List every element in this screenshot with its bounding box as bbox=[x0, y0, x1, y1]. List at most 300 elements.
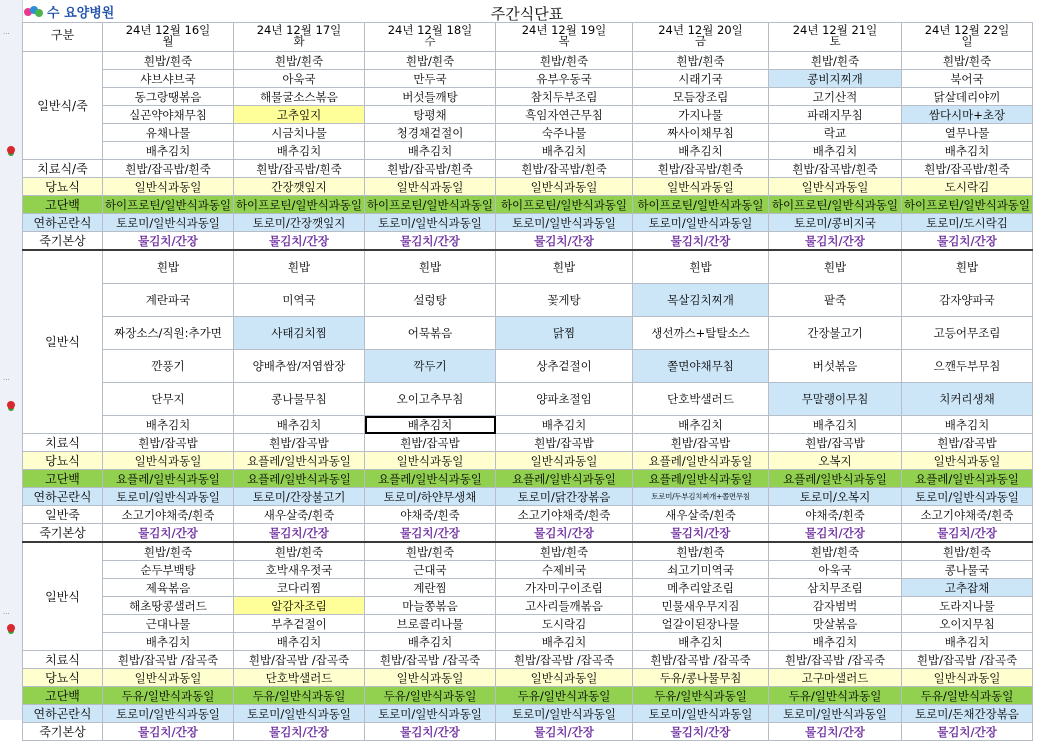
menu-cell[interactable]: 숙주나물 bbox=[496, 124, 633, 142]
menu-cell[interactable]: 근대국 bbox=[365, 561, 496, 579]
diet-cell-dysphagia[interactable]: 토로미/간장깻잎지 bbox=[234, 214, 365, 232]
diet-cell-dysphagia[interactable]: 토로미/간장불고기 bbox=[234, 488, 365, 506]
diet-cell-dysphagia[interactable]: 토로미/일반식과동일 bbox=[103, 488, 234, 506]
menu-cell[interactable]: 버섯볶음 bbox=[769, 350, 902, 383]
menu-cell[interactable]: 흰밥/흰죽 bbox=[496, 542, 633, 561]
diet-cell-porridge[interactable]: 새우살죽/흰죽 bbox=[633, 506, 769, 524]
menu-cell[interactable]: 양파초절임 bbox=[496, 383, 633, 416]
menu-cell[interactable]: 흰밥 bbox=[103, 250, 234, 284]
menu-cell[interactable]: 흰밥/흰죽 bbox=[103, 542, 234, 561]
day-header[interactable] bbox=[365, 23, 496, 52]
diet-label-base: 죽기본상 bbox=[23, 232, 103, 251]
menu-cell[interactable]: 짜사이채무침 bbox=[633, 124, 769, 142]
menu-cell[interactable]: 브로콜리나물 bbox=[365, 615, 496, 633]
table-row bbox=[23, 434, 1033, 452]
diet-label-high_protein: 고단백 bbox=[23, 196, 103, 214]
header-cell-gubun[interactable]: 구분 bbox=[23, 23, 103, 52]
day-header[interactable] bbox=[769, 23, 902, 52]
diet-cell-dysphagia[interactable]: 토로미/일반식과동일 bbox=[633, 705, 769, 723]
menu-cell[interactable]: 도시락김 bbox=[496, 615, 633, 633]
diet-cell-base[interactable]: 물김치/간장 bbox=[902, 232, 1033, 251]
diet-cell-diabetes[interactable]: 고구마샐러드 bbox=[769, 669, 902, 687]
menu-cell[interactable]: 배추김치 bbox=[769, 142, 902, 160]
table-row bbox=[23, 160, 1033, 178]
menu-cell[interactable]: 깐풍기 bbox=[103, 350, 234, 383]
table-row bbox=[23, 651, 1033, 669]
menu-cell[interactable]: 흰밥/흰죽 bbox=[234, 542, 365, 561]
menu-cell[interactable]: 배추김치 bbox=[103, 416, 234, 434]
diet-cell-high_protein[interactable]: 요플레/일반식과동일 bbox=[633, 470, 769, 488]
menu-cell[interactable]: 흰밥/흰죽 bbox=[103, 52, 234, 70]
menu-cell[interactable]: 유채나물 bbox=[103, 124, 234, 142]
diet-cell-therapy[interactable]: 흰밥/잡곡밥 /잡곡죽 bbox=[769, 651, 902, 669]
table-row bbox=[23, 669, 1033, 687]
menu-cell[interactable]: 알감자조림 bbox=[234, 597, 365, 615]
diet-cell-dysphagia[interactable]: 토로미/일반식과동일 bbox=[496, 705, 633, 723]
menu-cell[interactable]: 콩비지찌개 bbox=[769, 70, 902, 88]
diet-cell-dysphagia[interactable]: 토로미/돈채간장볶음 bbox=[902, 705, 1033, 723]
diet-cell-high_protein[interactable]: 요플레/일반식과동일 bbox=[496, 470, 633, 488]
diet-cell-high_protein[interactable]: 두유/일반식과동일 bbox=[633, 687, 769, 705]
diet-cell-therapy[interactable]: 흰밥/잡곡밥 /잡곡죽 bbox=[633, 651, 769, 669]
table-row bbox=[23, 106, 1033, 124]
menu-cell[interactable]: 맛살볶음 bbox=[769, 615, 902, 633]
menu-cell[interactable]: 흰밥/흰죽 bbox=[769, 542, 902, 561]
weekday-text: 일 bbox=[961, 34, 973, 48]
menu-cell[interactable]: 배추김치 bbox=[103, 633, 234, 651]
diet-cell-dysphagia[interactable]: 토로미/일반식과동일 bbox=[365, 705, 496, 723]
table-row bbox=[23, 597, 1033, 615]
menu-cell[interactable]: 배추김치 bbox=[365, 416, 496, 434]
diet-cell-diabetes[interactable]: 일반식과동일 bbox=[902, 452, 1033, 470]
sheet-header bbox=[22, 0, 1032, 22]
table-row bbox=[23, 561, 1033, 579]
diet-cell-dysphagia[interactable]: 토로미/일반식과동일 bbox=[633, 214, 769, 232]
diet-cell-dysphagia[interactable]: 토로미/일반식과동일 bbox=[103, 705, 234, 723]
date-text: 24년 12월 19일 bbox=[521, 23, 607, 37]
menu-cell[interactable]: 만두국 bbox=[365, 70, 496, 88]
menu-cell[interactable]: 버섯들깨탕 bbox=[365, 88, 496, 106]
menu-cell[interactable]: 청경채겉절이 bbox=[365, 124, 496, 142]
diet-cell-high_protein[interactable]: 요플레/일반식과동일 bbox=[103, 470, 234, 488]
menu-cell[interactable]: 고사리들깨볶음 bbox=[496, 597, 633, 615]
menu-cell[interactable]: 무말랭이무침 bbox=[769, 383, 902, 416]
diet-cell-porridge[interactable]: 소고기야채죽/흰죽 bbox=[496, 506, 633, 524]
menu-cell[interactable]: 단호박샐러드 bbox=[633, 383, 769, 416]
meal-label-dinner: 일반식 bbox=[23, 542, 103, 651]
diet-cell-dysphagia[interactable]: 토로미/두부김치찌개+쫄면무침 bbox=[633, 488, 769, 506]
menu-cell[interactable]: 시래기국 bbox=[633, 70, 769, 88]
diet-cell-therapy[interactable]: 흰밥/잡곡밥/흰죽 bbox=[633, 160, 769, 178]
hospital-logo bbox=[24, 2, 114, 21]
menu-cell[interactable]: 흑임자연근무침 bbox=[496, 106, 633, 124]
menu-cell[interactable]: 배추김치 bbox=[103, 142, 234, 160]
menu-cell[interactable]: 흰밥/흰죽 bbox=[902, 542, 1033, 561]
menu-cell[interactable]: 팥죽 bbox=[769, 284, 902, 317]
diet-cell-diabetes[interactable]: 일반식과동일 bbox=[633, 178, 769, 196]
menu-cell[interactable]: 제육볶음 bbox=[103, 579, 234, 597]
menu-cell[interactable]: 유부우동국 bbox=[496, 70, 633, 88]
meal-label-lunch: 일반식 bbox=[23, 250, 103, 434]
diet-cell-dysphagia[interactable]: 토로미/닭간장볶음 bbox=[496, 488, 633, 506]
row-header-gutter bbox=[0, 0, 23, 720]
diet-cell-diabetes[interactable]: 일반식과동일 bbox=[365, 452, 496, 470]
diet-cell-diabetes[interactable]: 두유/콩나물무침 bbox=[633, 669, 769, 687]
table-row bbox=[23, 416, 1033, 434]
menu-cell[interactable]: 흰밥/흰죽 bbox=[365, 542, 496, 561]
diet-cell-dysphagia[interactable]: 토로미/도시락김 bbox=[902, 214, 1033, 232]
menu-cell[interactable]: 짜장소스/직원:추가면 bbox=[103, 317, 234, 350]
menu-cell[interactable]: 고추잡채 bbox=[902, 579, 1033, 597]
menu-cell[interactable]: 계란찜 bbox=[365, 579, 496, 597]
menu-cell[interactable]: 배추김치 bbox=[365, 633, 496, 651]
date-text: 24년 12월 18일 bbox=[387, 23, 473, 37]
diet-label-base: 죽기본상 bbox=[23, 524, 103, 543]
diet-cell-dysphagia[interactable]: 토로미/오복지 bbox=[769, 488, 902, 506]
diet-cell-diabetes[interactable]: 도시락김 bbox=[902, 178, 1033, 196]
diet-cell-diabetes[interactable]: 단호박샐러드 bbox=[234, 669, 365, 687]
menu-cell[interactable]: 아욱국 bbox=[769, 561, 902, 579]
diet-cell-therapy[interactable]: 흰밥/잡곡밥 /잡곡죽 bbox=[365, 651, 496, 669]
diet-cell-base[interactable]: 물김치/간장 bbox=[103, 524, 234, 543]
day-header[interactable] bbox=[902, 23, 1033, 52]
diet-label-high_protein: 고단백 bbox=[23, 470, 103, 488]
diet-cell-high_protein[interactable]: 두유/일반식과동일 bbox=[902, 687, 1033, 705]
menu-cell[interactable]: 사태김치찜 bbox=[234, 317, 365, 350]
menu-cell[interactable]: 배추김치 bbox=[234, 142, 365, 160]
weekday-text: 월 bbox=[162, 34, 174, 48]
diet-label-therapy: 치료식 bbox=[23, 651, 103, 669]
menu-cell[interactable]: 흰밥/흰죽 bbox=[234, 52, 365, 70]
diet-cell-therapy[interactable]: 흰밥/잡곡밥 /잡곡죽 bbox=[234, 651, 365, 669]
diet-cell-therapy[interactable]: 흰밥/잡곡밥 bbox=[103, 434, 234, 452]
menu-cell[interactable]: 메추리알조림 bbox=[633, 579, 769, 597]
diet-cell-dysphagia[interactable]: 토로미/일반식과동일 bbox=[902, 488, 1033, 506]
menu-cell[interactable]: 배추김치 bbox=[633, 633, 769, 651]
menu-cell[interactable]: 상추겉절이 bbox=[496, 350, 633, 383]
diet-cell-high_protein[interactable]: 하이프로틴/일반식과동일 bbox=[103, 196, 234, 214]
menu-cell[interactable]: 꽃게탕 bbox=[496, 284, 633, 317]
menu-cell[interactable]: 마늘쫑볶음 bbox=[365, 597, 496, 615]
diet-cell-base[interactable]: 물김치/간장 bbox=[234, 232, 365, 251]
table-row bbox=[23, 250, 1033, 284]
diet-cell-base[interactable]: 물김치/간장 bbox=[633, 232, 769, 251]
menu-cell[interactable]: 도라지나물 bbox=[902, 597, 1033, 615]
menu-cell[interactable]: 흰밥/흰죽 bbox=[769, 52, 902, 70]
diet-cell-high_protein[interactable]: 요플레/일반식과동일 bbox=[769, 470, 902, 488]
diet-cell-base[interactable]: 물김치/간장 bbox=[769, 524, 902, 543]
diet-cell-diabetes[interactable]: 일반식과동일 bbox=[103, 669, 234, 687]
diet-label-dysphagia: 연하곤란식 bbox=[23, 488, 103, 506]
table-row bbox=[23, 232, 1033, 251]
diet-cell-high_protein[interactable]: 두유/일반식과동일 bbox=[496, 687, 633, 705]
diet-cell-dysphagia[interactable]: 토로미/콩비지국 bbox=[769, 214, 902, 232]
diet-cell-diabetes[interactable]: 간장깻잎지 bbox=[234, 178, 365, 196]
menu-cell[interactable]: 배추김치 bbox=[769, 633, 902, 651]
diet-cell-porridge[interactable]: 새우살죽/흰죽 bbox=[234, 506, 365, 524]
diet-cell-therapy[interactable]: 흰밥/잡곡밥/흰죽 bbox=[234, 160, 365, 178]
menu-cell[interactable]: 깍두기 bbox=[365, 350, 496, 383]
diet-cell-high_protein[interactable]: 하이프로틴/일반식과동일 bbox=[769, 196, 902, 214]
menu-cell[interactable]: 쌈다시마+초장 bbox=[902, 106, 1033, 124]
diet-cell-therapy[interactable]: 흰밥/잡곡밥 bbox=[902, 434, 1033, 452]
menu-cell[interactable]: 미역국 bbox=[234, 284, 365, 317]
menu-cell[interactable]: 배추김치 bbox=[633, 416, 769, 434]
menu-cell[interactable]: 배추김치 bbox=[633, 142, 769, 160]
menu-cell[interactable]: 배추김치 bbox=[769, 416, 902, 434]
menu-cell[interactable]: 동그랑땡볶음 bbox=[103, 88, 234, 106]
diet-cell-base[interactable]: 물김치/간장 bbox=[902, 524, 1033, 543]
menu-cell[interactable]: 흰밥 bbox=[769, 250, 902, 284]
diet-cell-therapy[interactable]: 흰밥/잡곡밥/흰죽 bbox=[769, 160, 902, 178]
diet-cell-base[interactable]: 물김치/간장 bbox=[365, 232, 496, 251]
diet-cell-diabetes[interactable]: 오복지 bbox=[769, 452, 902, 470]
diet-cell-base[interactable]: 물김치/간장 bbox=[365, 723, 496, 741]
menu-cell[interactable]: 순두부백탕 bbox=[103, 561, 234, 579]
gutter-label: ··· bbox=[3, 376, 10, 384]
menu-cell[interactable]: 부추겉절이 bbox=[234, 615, 365, 633]
table-row bbox=[23, 52, 1033, 70]
diet-cell-dysphagia[interactable]: 토로미/하얀무생채 bbox=[365, 488, 496, 506]
diet-cell-high_protein[interactable]: 두유/일반식과동일 bbox=[365, 687, 496, 705]
diet-cell-diabetes[interactable]: 일반식과동일 bbox=[365, 178, 496, 196]
diet-cell-high_protein[interactable]: 하이프로틴/일반식과동일 bbox=[496, 196, 633, 214]
diet-cell-therapy[interactable]: 흰밥/잡곡밥/흰죽 bbox=[103, 160, 234, 178]
table-row bbox=[23, 579, 1033, 597]
menu-cell[interactable]: 설렁탕 bbox=[365, 284, 496, 317]
menu-cell[interactable]: 고등어무조림 bbox=[902, 317, 1033, 350]
diet-cell-therapy[interactable]: 흰밥/잡곡밥 bbox=[769, 434, 902, 452]
menu-cell[interactable]: 배추김치 bbox=[902, 633, 1033, 651]
menu-cell[interactable]: 흰밥 bbox=[902, 250, 1033, 284]
diet-cell-therapy[interactable]: 흰밥/잡곡밥/흰죽 bbox=[902, 160, 1033, 178]
diet-cell-base[interactable]: 물김치/간장 bbox=[633, 723, 769, 741]
diet-cell-dysphagia[interactable]: 토로미/일반식과동일 bbox=[103, 214, 234, 232]
diet-cell-dysphagia[interactable]: 토로미/일반식과동일 bbox=[496, 214, 633, 232]
table-row bbox=[23, 142, 1033, 160]
menu-cell[interactable]: 오이고추무침 bbox=[365, 383, 496, 416]
date-text: 24년 12월 22일 bbox=[924, 23, 1010, 37]
diet-cell-base[interactable]: 물김치/간장 bbox=[365, 524, 496, 543]
menu-cell[interactable]: 흰밥/흰죽 bbox=[365, 52, 496, 70]
menu-cell[interactable]: 배추김치 bbox=[902, 416, 1033, 434]
menu-cell[interactable]: 배추김치 bbox=[234, 633, 365, 651]
table-row bbox=[23, 470, 1033, 488]
menu-cell[interactable]: 흰밥/흰죽 bbox=[496, 52, 633, 70]
menu-cell[interactable]: 흰밥/흰죽 bbox=[902, 52, 1033, 70]
diet-cell-porridge[interactable]: 야채죽/흰죽 bbox=[365, 506, 496, 524]
table-row bbox=[23, 70, 1033, 88]
menu-cell[interactable]: 배추김치 bbox=[234, 416, 365, 434]
menu-cell[interactable]: 콩나물국 bbox=[902, 561, 1033, 579]
diet-cell-diabetes[interactable]: 일반식과동일 bbox=[902, 669, 1033, 687]
diet-cell-base[interactable]: 물김치/간장 bbox=[769, 723, 902, 741]
diet-cell-base[interactable]: 물김치/간장 bbox=[769, 232, 902, 251]
meal-label-breakfast: 일반식/죽 bbox=[23, 52, 103, 160]
diet-cell-high_protein[interactable]: 요플레/일반식과동일 bbox=[902, 470, 1033, 488]
menu-cell[interactable]: 시금치나물 bbox=[234, 124, 365, 142]
diet-cell-high_protein[interactable]: 두유/일반식과동일 bbox=[769, 687, 902, 705]
menu-cell[interactable]: 파래지무침 bbox=[769, 106, 902, 124]
diet-cell-diabetes[interactable]: 일반식과동일 bbox=[496, 178, 633, 196]
table-row bbox=[23, 615, 1033, 633]
menu-cell[interactable]: 배추김치 bbox=[902, 142, 1033, 160]
menu-cell[interactable]: 감자양파국 bbox=[902, 284, 1033, 317]
diet-cell-therapy[interactable]: 흰밥/잡곡밥 /잡곡죽 bbox=[103, 651, 234, 669]
menu-cell[interactable]: 배추김치 bbox=[496, 142, 633, 160]
diet-cell-therapy[interactable]: 흰밥/잡곡밥/흰죽 bbox=[496, 160, 633, 178]
menu-cell[interactable]: 배추김치 bbox=[496, 416, 633, 434]
menu-cell[interactable]: 근대나물 bbox=[103, 615, 234, 633]
table-row bbox=[23, 633, 1033, 651]
menu-cell[interactable]: 해초땅콩샐러드 bbox=[103, 597, 234, 615]
menu-cell[interactable]: 수제비국 bbox=[496, 561, 633, 579]
diet-label-diabetes: 당뇨식 bbox=[23, 178, 103, 196]
diet-cell-diabetes[interactable]: 요플레/일반식과동일 bbox=[234, 452, 365, 470]
menu-cell[interactable]: 콩나물무침 bbox=[234, 383, 365, 416]
table-row bbox=[23, 124, 1033, 142]
menu-cell[interactable]: 탕평채 bbox=[365, 106, 496, 124]
menu-cell[interactable]: 가자미구이조림 bbox=[496, 579, 633, 597]
menu-cell[interactable]: 실곤약야채무침 bbox=[103, 106, 234, 124]
day-header[interactable] bbox=[496, 23, 633, 52]
table-row bbox=[23, 524, 1033, 543]
diet-cell-diabetes[interactable]: 요플레/일반식과동일 bbox=[633, 452, 769, 470]
diet-label-therapy: 치료식/죽 bbox=[23, 160, 103, 178]
menu-cell[interactable]: 흰밥 bbox=[633, 250, 769, 284]
diet-cell-therapy[interactable]: 흰밥/잡곡밥 /잡곡죽 bbox=[902, 651, 1033, 669]
diet-cell-diabetes[interactable]: 일반식과동일 bbox=[496, 669, 633, 687]
diet-cell-base[interactable]: 물김치/간장 bbox=[234, 524, 365, 543]
diet-cell-high_protein[interactable]: 요플레/일반식과동일 bbox=[365, 470, 496, 488]
menu-cell[interactable]: 계란파국 bbox=[103, 284, 234, 317]
menu-cell[interactable]: 해물굴소스볶음 bbox=[234, 88, 365, 106]
diet-cell-base[interactable]: 물김치/간장 bbox=[496, 232, 633, 251]
diet-cell-diabetes[interactable]: 일반식과동일 bbox=[496, 452, 633, 470]
menu-cell[interactable]: 열무나물 bbox=[902, 124, 1033, 142]
menu-cell[interactable]: 목살김치찌개 bbox=[633, 284, 769, 317]
menu-cell[interactable]: 양배추쌈/저염쌈장 bbox=[234, 350, 365, 383]
diet-cell-high_protein[interactable]: 요플레/일반식과동일 bbox=[234, 470, 365, 488]
diet-cell-diabetes[interactable]: 일반식과동일 bbox=[103, 178, 234, 196]
date-text: 24년 12월 20일 bbox=[658, 23, 743, 37]
menu-cell[interactable]: 모듬장조림 bbox=[633, 88, 769, 106]
diet-cell-porridge[interactable]: 소고기야채죽/흰죽 bbox=[103, 506, 234, 524]
diet-cell-high_protein[interactable]: 하이프로틴/일반식과동일 bbox=[902, 196, 1033, 214]
menu-cell[interactable]: 치커리생채 bbox=[902, 383, 1033, 416]
table-row bbox=[23, 196, 1033, 214]
menu-cell[interactable]: 닭찜 bbox=[496, 317, 633, 350]
gutter-label: ··· bbox=[3, 30, 10, 38]
menu-cell[interactable]: 단무지 bbox=[103, 383, 234, 416]
menu-cell[interactable]: 코다리찜 bbox=[234, 579, 365, 597]
menu-cell[interactable]: 흰밥 bbox=[496, 250, 633, 284]
menu-cell[interactable]: 쇠고기미역국 bbox=[633, 561, 769, 579]
menu-cell[interactable]: 민물새우무지짐 bbox=[633, 597, 769, 615]
weekday-text: 수 bbox=[424, 34, 436, 48]
menu-cell[interactable]: 삼치무조림 bbox=[769, 579, 902, 597]
menu-cell[interactable]: 아욱국 bbox=[234, 70, 365, 88]
diet-cell-therapy[interactable]: 흰밥/잡곡밥 bbox=[496, 434, 633, 452]
diet-cell-base[interactable]: 물김치/간장 bbox=[902, 723, 1033, 741]
menu-cell[interactable]: 북어국 bbox=[902, 70, 1033, 88]
day-header[interactable] bbox=[633, 23, 769, 52]
diet-cell-base[interactable]: 물김치/간장 bbox=[633, 524, 769, 543]
table-row bbox=[23, 687, 1033, 705]
diet-label-diabetes: 당뇨식 bbox=[23, 669, 103, 687]
diet-cell-base[interactable]: 물김치/간장 bbox=[234, 723, 365, 741]
menu-cell[interactable]: 흰밥/흰죽 bbox=[633, 52, 769, 70]
table-row bbox=[23, 88, 1033, 106]
menu-cell[interactable]: 고추잎지 bbox=[234, 106, 365, 124]
diet-cell-dysphagia[interactable]: 토로미/일반식과동일 bbox=[234, 705, 365, 723]
diet-cell-high_protein[interactable]: 하이프로틴/일반식과동일 bbox=[234, 196, 365, 214]
diet-cell-diabetes[interactable]: 일반식과동일 bbox=[365, 669, 496, 687]
diet-cell-high_protein[interactable]: 하이프로틴/일반식과동일 bbox=[365, 196, 496, 214]
diet-cell-high_protein[interactable]: 두유/일반식과동일 bbox=[234, 687, 365, 705]
diet-cell-porridge[interactable]: 야채죽/흰죽 bbox=[769, 506, 902, 524]
diet-cell-porridge[interactable]: 소고기야채죽/흰죽 bbox=[902, 506, 1033, 524]
menu-cell[interactable]: 흰밥 bbox=[234, 250, 365, 284]
diet-cell-therapy[interactable]: 흰밥/잡곡밥 /잡곡죽 bbox=[496, 651, 633, 669]
diet-cell-base[interactable]: 물김치/간장 bbox=[496, 723, 633, 741]
menu-cell[interactable]: 생선까스+탈탈소스 bbox=[633, 317, 769, 350]
diet-cell-therapy[interactable]: 흰밥/잡곡밥 bbox=[365, 434, 496, 452]
day-header[interactable] bbox=[234, 23, 365, 52]
menu-cell[interactable]: 으깬두부무침 bbox=[902, 350, 1033, 383]
diet-cell-high_protein[interactable]: 두유/일반식과동일 bbox=[103, 687, 234, 705]
menu-cell[interactable]: 배추김치 bbox=[496, 633, 633, 651]
diet-label-high_protein: 고단백 bbox=[23, 687, 103, 705]
table-row bbox=[23, 214, 1033, 232]
menu-cell[interactable]: 가지나물 bbox=[633, 106, 769, 124]
flower-icon bbox=[7, 624, 15, 632]
menu-cell[interactable]: 샤브샤브국 bbox=[103, 70, 234, 88]
menu-cell[interactable]: 얼갈이된장나물 bbox=[633, 615, 769, 633]
menu-cell[interactable]: 닭살데리야끼 bbox=[902, 88, 1033, 106]
weekday-text: 화 bbox=[293, 34, 305, 48]
diet-cell-base[interactable]: 물김치/간장 bbox=[103, 232, 234, 251]
diet-cell-base[interactable]: 물김치/간장 bbox=[496, 524, 633, 543]
menu-cell[interactable]: 고기산적 bbox=[769, 88, 902, 106]
menu-cell[interactable]: 배추김치 bbox=[365, 142, 496, 160]
menu-cell[interactable]: 어묵볶음 bbox=[365, 317, 496, 350]
menu-cell[interactable]: 쫄면야채무침 bbox=[633, 350, 769, 383]
menu-cell[interactable]: 락교 bbox=[769, 124, 902, 142]
diet-cell-base[interactable]: 물김치/간장 bbox=[103, 723, 234, 741]
diet-cell-therapy[interactable]: 흰밥/잡곡밥 bbox=[234, 434, 365, 452]
menu-cell[interactable]: 오이지무침 bbox=[902, 615, 1033, 633]
diet-cell-diabetes[interactable]: 일반식과동일 bbox=[769, 178, 902, 196]
menu-cell[interactable]: 참치두부조림 bbox=[496, 88, 633, 106]
diet-cell-diabetes[interactable]: 일반식과동일 bbox=[103, 452, 234, 470]
table-row bbox=[23, 350, 1033, 383]
diet-cell-therapy[interactable]: 흰밥/잡곡밥 bbox=[633, 434, 769, 452]
diet-cell-dysphagia[interactable]: 토로미/일반식과동일 bbox=[769, 705, 902, 723]
menu-cell[interactable]: 호박새우젓국 bbox=[234, 561, 365, 579]
day-header[interactable] bbox=[103, 23, 234, 52]
diet-cell-therapy[interactable]: 흰밥/잡곡밥/흰죽 bbox=[365, 160, 496, 178]
table-row bbox=[23, 23, 1033, 52]
diet-cell-high_protein[interactable]: 하이프로틴/일반식과동일 bbox=[633, 196, 769, 214]
menu-cell[interactable]: 감자범벅 bbox=[769, 597, 902, 615]
diet-label-diabetes: 당뇨식 bbox=[23, 452, 103, 470]
table-row bbox=[23, 506, 1033, 524]
diet-cell-dysphagia[interactable]: 토로미/일반식과동일 bbox=[365, 214, 496, 232]
menu-cell[interactable]: 흰밥/흰죽 bbox=[633, 542, 769, 561]
menu-cell[interactable]: 간장불고기 bbox=[769, 317, 902, 350]
menu-cell[interactable]: 흰밥 bbox=[365, 250, 496, 284]
